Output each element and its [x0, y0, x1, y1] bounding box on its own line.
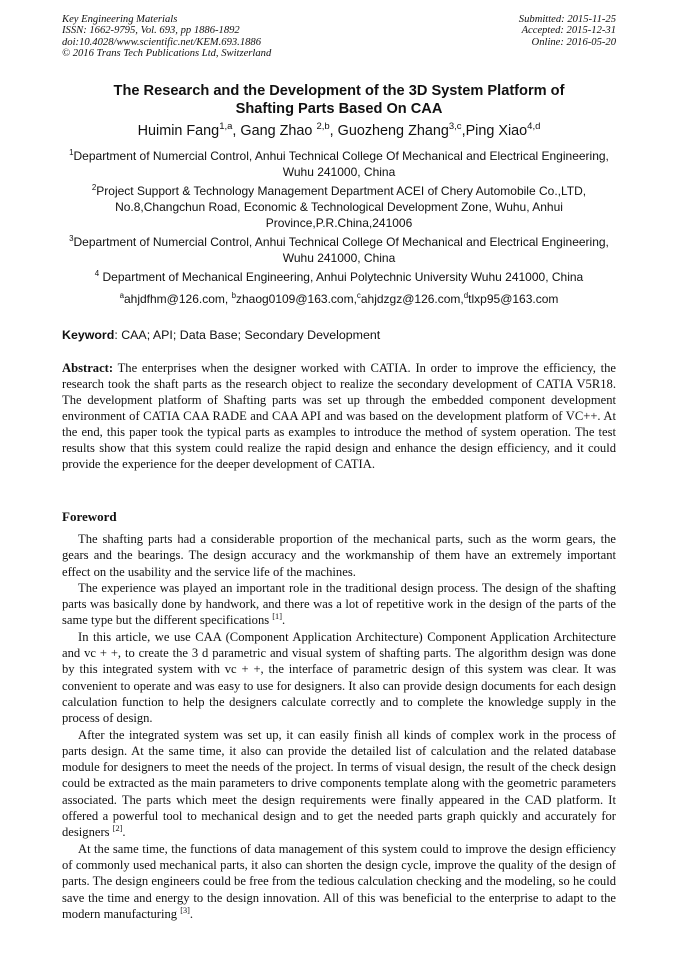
body-text [62, 531, 616, 922]
title-line: The Research and the Development of the 3D System Platform of [113, 83, 565, 99]
email-address: zhaog0109@163.com, [235, 292, 357, 306]
affiliation-text: Department of Mechanical Engineering, Anhui Polytechnic University Wuhu 241000, China [99, 270, 584, 284]
paragraph-text: At the same time, the functions of data management of this system could to improve the design efficiency of commonly used mechanical parts, it also can shorten the design cycle, improve the quality of the design of parts. The design engineers could be free from the tedious calculation checking and the modeling, so he could save the time and energy to the design innovation. All of this was beneficial to the enterprise to adapt to the modern manufacturing [62, 841, 616, 921]
author-name: Gang Zhao [240, 123, 317, 139]
dates-header [519, 14, 616, 48]
abstract [62, 360, 616, 472]
online-date: Online: 2016-05-20 [531, 36, 616, 48]
paragraph [62, 841, 616, 922]
email-address: tlxp95@163.com [468, 292, 559, 306]
affiliation-number: 1 [69, 148, 74, 157]
author-name: Guozheng Zhang [337, 123, 449, 139]
affiliation-text: Project Support & Technology Management Department ACEI of Chery Automobile Co.,LTD, No.8,Changchun Road, Economic & Technological Development Zone, Wuhu, Anhui Province,P.R.China,241006 [96, 184, 587, 230]
journal-issn: ISSN: 1662-9795, Vol. 693, pp 1886-1892 [62, 25, 240, 37]
title-line: Shafting Parts Based On CAA [235, 101, 443, 117]
affiliation-text: Department of Numercial Control, Anhui Technical College Of Mechanical and Electrical Engineering, Wuhu 241000, China [73, 149, 609, 179]
journal-copyright: © 2016 Trans Tech Publications Ltd, Switzerland [62, 48, 272, 60]
keywords-label: Keyword [62, 328, 115, 342]
affiliation [62, 269, 616, 285]
email-mark: c [356, 291, 361, 300]
affiliation [62, 183, 616, 231]
paper-title [62, 82, 616, 118]
author-separator: , [232, 123, 241, 139]
citation: [2] [112, 824, 123, 834]
abstract-label: Abstract: [62, 361, 114, 375]
email-mark: b [231, 291, 236, 300]
citation: [1] [272, 612, 282, 622]
affiliation [62, 148, 616, 180]
citation: [3] [180, 905, 190, 915]
email-mark: a [119, 291, 124, 300]
affiliation-text: Department of Numercial Control, Anhui Technical College Of Mechanical and Electrical Engineering, Wuhu 241000, China [73, 235, 609, 265]
author-list [62, 122, 616, 140]
paragraph-end: . [281, 613, 286, 628]
abstract-text: The enterprises when the designer worked with CATIA. In order to improve the efficiency, the research took the shaft parts as the research object to realize the secondary development of CATIA V5R18. The development platform of Shafting parts was set up through the embedded component development environment of CATIA CAA RADE and CAA API and was based on the development platform of VC++. At the end, this paper took the typical parts as examples to introduce the method of system operation. The test results show that this system could realize the rapid design and enhance the design efficiency, and it could provide the experience for the deeper development of CATIA. [62, 361, 616, 471]
submitted-date: Submitted: 2015-11-25 [518, 14, 616, 25]
email-mark: d [463, 291, 469, 300]
paragraph-end: . [189, 906, 194, 921]
author-separator: , [329, 123, 338, 139]
affiliation [62, 234, 616, 266]
keywords-line [62, 327, 380, 343]
paragraph-text: The experience was played an important role in the traditional design process. The design of the shafting parts was basically done by handwork, and there was a lot of repetitive work in the design of the parts of the same type but the different specifications [62, 580, 616, 628]
affiliation-number: 3 [69, 234, 74, 243]
section-heading: Foreword [62, 509, 117, 524]
paragraph-text: In this article, we use CAA (Component Application Architecture) Component Application Architecture and vc + +, to create the 3 d parametric and visual system of shafting parts. The algorithm design was done by this integrated system with vc + +, the interface of parametric design of this system was clear. It was convenient to operate and was easy to use for designers. It also can provide design documents for each design calculation function to help the designers calculate correctly and to complete the knowledge supply in the process of design. [62, 629, 616, 726]
paragraph-text: After the integrated system was set up, it can easily finish all kinds of complex work in the process of parts design. At the same time, it also can provide the detailed list of calculation and the related database module for designers to meet the needs of the project. In terms of visual design, the result of the check design could be extracted as the main parameters to drive components template along with the geometric parameters associated. The parts which meet the design requirements were finally appeared in the CAD platform. It offered a powerful tool to mechanical design and to get the needed parts graph quickly and accurately for designers [62, 727, 616, 840]
author-affiliation-mark: 2,b [316, 121, 330, 133]
author-separator: , [461, 123, 466, 139]
keywords-text: : CAA; API; Data Base; Secondary Development [114, 328, 381, 342]
author-affiliation-mark: 1,a [219, 121, 233, 133]
author-affiliation-mark: 4,d [527, 121, 541, 133]
email-list [62, 291, 616, 307]
author-name: Ping Xiao [465, 123, 528, 139]
journal-name: Key Engineering Materials [62, 14, 178, 25]
email-address: ahjdzgz@126.com, [360, 292, 464, 306]
author-name: Huimin Fang [137, 123, 220, 139]
paragraph [62, 580, 616, 629]
paragraph [62, 629, 616, 727]
author-affiliation-mark: 3,c [448, 121, 462, 133]
journal-header [62, 14, 271, 60]
affiliation-number: 4 [94, 269, 100, 278]
journal-doi: doi:10.4028/www.scientific.net/KEM.693.1886 [62, 36, 262, 48]
paragraph [62, 531, 616, 580]
affiliation-number: 2 [91, 183, 97, 192]
email-address: ahjdfhm@126.com, [123, 292, 232, 306]
paragraph-text: The shafting parts had a considerable proportion of the mechanical parts, such as the worm gears, the gears and the bearings. The design accuracy and the workmanship of them have an extremely important effect on the usability and the service life of the machines. [62, 532, 616, 579]
accepted-date: Accepted: 2015-12-31 [521, 25, 616, 37]
paragraph [62, 727, 616, 841]
paragraph-end: . [122, 825, 126, 840]
